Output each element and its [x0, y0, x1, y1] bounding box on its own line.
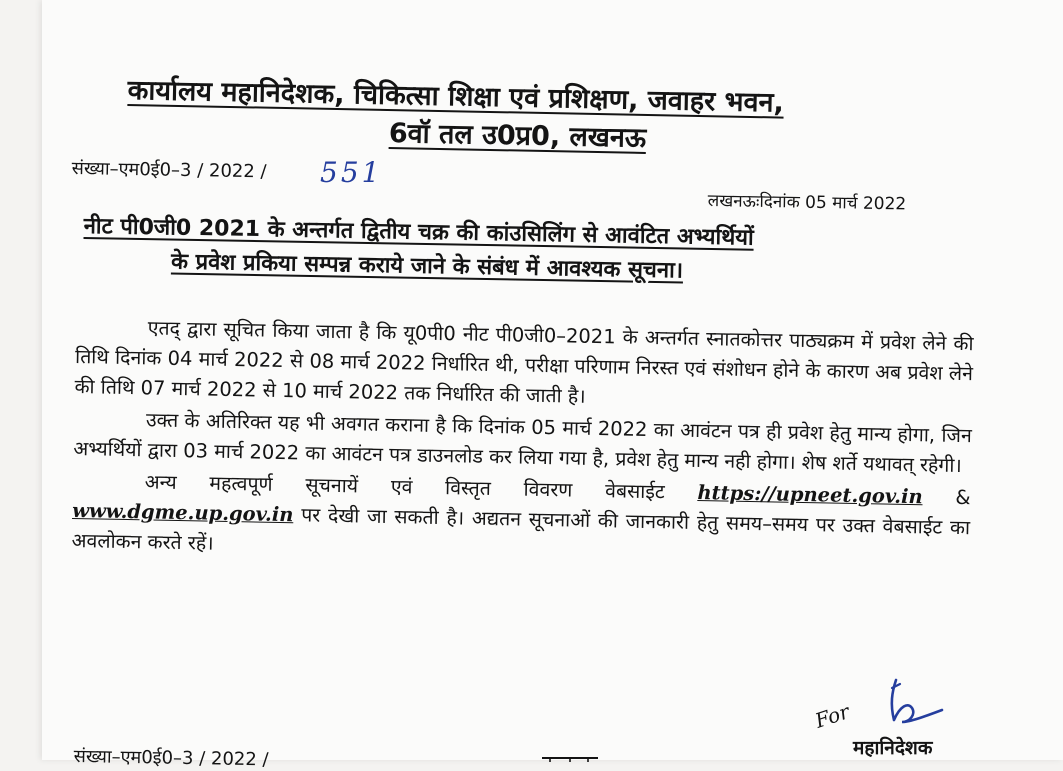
link-upneet[interactable]: https://upneet.gov.in: [697, 480, 923, 509]
paragraph-websites-end: पर देखी जा सकती है। अद्यतन सूचनाओं की जानकारी हेतु समय–समय पर उक्त वेबसाईट का अवलोकन करते रहें।: [71, 503, 971, 555]
paragraph-admission-dates: एतद् द्वारा सूचित किया जाता है कि यू0पी0 नीट पी0जी0–2021 के अन्तर्गत स्नातकोत्तर पाठ्यक्रम में प्रवेश लेने की तिथि दिनांक 04 मार्च 2022 से 08 मार्च 2022 निर्धारित थी, परीक्षा परिणाम निरस्त एवं संशोधन होने के कारण अब प्रवेश लेने की तिथि 07 मार्च 2022 से 10 मार्च 2022 तक निर्धारित की जाती है।: [74, 316, 974, 408]
link-dgme[interactable]: www.dgme.up.gov.in: [71, 498, 294, 527]
office-title-line2: 6वॉ तल उ0प्र0, लखनऊ: [388, 118, 647, 154]
footer-reference-line: संख्या–एम0ई0–3 / 2022 /: [73, 745, 269, 771]
handwritten-for: For: [812, 699, 853, 733]
paragraph-websites: [71, 466, 971, 573]
subject-line1: नीट पी0जी0 2021 के अन्तर्गत द्वितीय चक्र की कांउसिलिंग से आवंटित अभ्यर्थियों: [83, 213, 754, 251]
handwritten-reference-number: 551: [320, 156, 383, 189]
office-title: [127, 72, 938, 164]
date-line: लखनऊःदिनांक 05 मार्च 2022: [707, 190, 907, 215]
designation: महानिदेशक: [853, 737, 933, 759]
conjunction: &: [955, 485, 971, 510]
reference-line: संख्या–एम0ई0–3 / 2022 /: [71, 157, 267, 183]
paragraph-allotment-letter: उक्त के अतिरिक्त यह भी अवगत कराना है कि दिनांक 05 मार्च 2022 का आवंटन पत्र ही प्रवेश हेतु मान्य होगा, जिन अभ्यर्थियों द्वारा 03 मार्च 2022 का आवंटन पत्र डाउनलोड कर लिया गया है, प्रवेश हेतु मान्य नही होगा। शेष शर्ते यथावत् रहेगी।: [73, 408, 973, 478]
notice-body: [71, 312, 974, 575]
signature-icon: [872, 676, 952, 736]
subject-line2: के प्रवेश प्रकिया सम्पन्न कराये जाने के संबंध में आवश्यक सूचना।: [170, 249, 684, 284]
cutoff-text-fragment: [540, 752, 600, 762]
office-title-line1: कार्यालय महानिदेशक, चिकित्सा शिक्षा एवं प्रशिक्षण, जवाहर भवन,: [127, 74, 785, 119]
paragraph-websites-start: अन्य महत्वपूर्ण सूचनायें एवं विस्तृत विवरण वेबसाईट: [144, 470, 665, 504]
